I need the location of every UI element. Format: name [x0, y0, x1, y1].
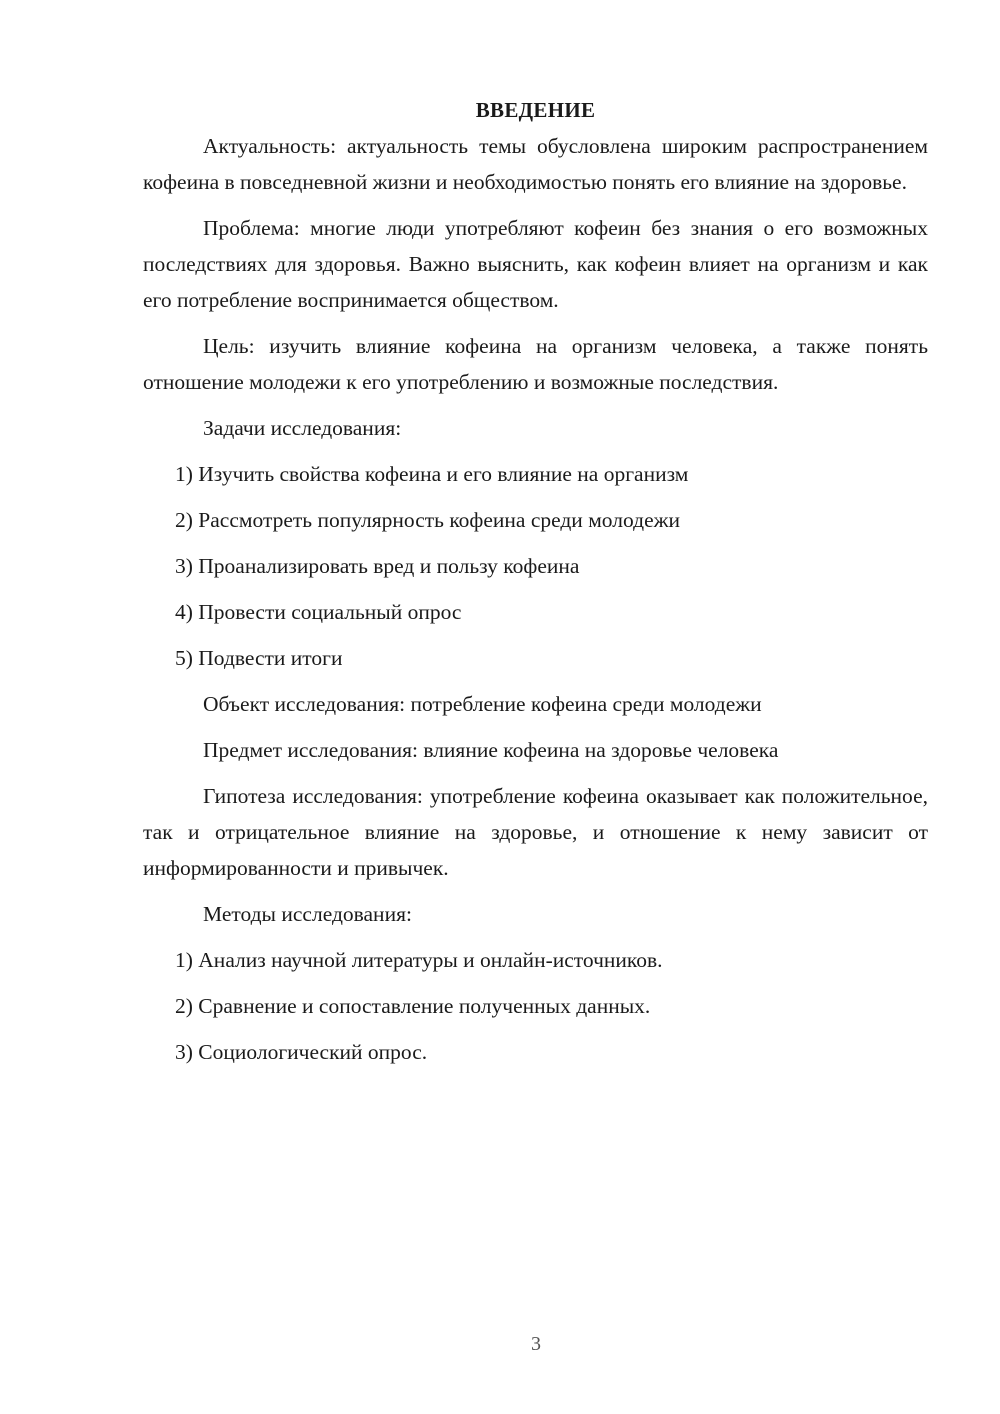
task-item: 5) Подвести итоги	[175, 646, 343, 670]
task-item: 1) Изучить свойства кофеина и его влияние на организм	[175, 462, 689, 486]
research-subject: Предмет исследования: влияние кофеина на здоровье человека	[203, 738, 779, 762]
task-item: 4) Провести социальный опрос	[175, 600, 462, 624]
problem-paragraph: Проблема: многие люди употребляют кофеин без знания о его возможных последствиях для здоровья. Важно выяснить, как кофеин влияет на организм и как его потребление воспринимается обществом.	[143, 216, 928, 312]
method-item: 1) Анализ научной литературы и онлайн-источников.	[175, 948, 663, 972]
goal-paragraph: Цель: изучить влияние кофеина на организм человека, а также понять отношение молодежи к его употреблению и возможные последствия.	[143, 334, 928, 394]
research-object: Объект исследования: потребление кофеина среди молодежи	[203, 692, 762, 716]
page-number: 3	[531, 1333, 541, 1355]
document-page	[143, 92, 928, 1080]
relevance-paragraph: Актуальность: актуальность темы обусловлена широким распространением кофеина в повседневной жизни и необходимостью понять его влияние на здоровье.	[143, 134, 928, 194]
task-item: 3) Проанализировать вред и пользу кофеина	[175, 554, 580, 578]
method-item: 3) Социологический опрос.	[175, 1040, 428, 1064]
section-title: ВВЕДЕНИЕ	[475, 98, 596, 122]
task-item: 2) Рассмотреть популярность кофеина среди молодежи	[175, 508, 680, 532]
hypothesis-paragraph: Гипотеза исследования: употребление кофеина оказывает как положительное, так и отрицательное влияние на здоровье, и отношение к нему зависит от информированности и привычек.	[143, 784, 928, 880]
tasks-heading: Задачи исследования:	[203, 416, 402, 440]
method-item: 2) Сравнение и сопоставление полученных данных.	[175, 994, 651, 1018]
methods-heading: Методы исследования:	[203, 902, 412, 926]
